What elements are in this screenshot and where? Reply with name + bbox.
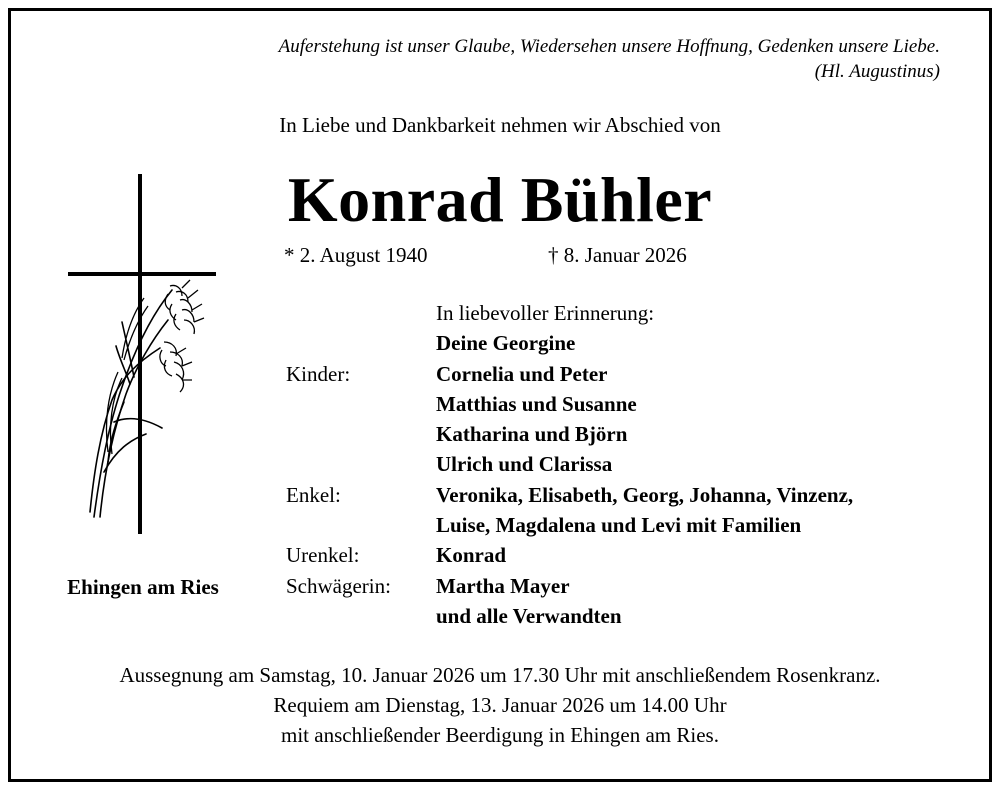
family-row-label: Schwägerin: [286, 573, 391, 598]
quote-text: Auferstehung ist unser Glaube, Wiedersehen unsere Hoffnung, Gedenken unsere Liebe. [278, 36, 940, 57]
birth-date: * 2. August 1940 [284, 243, 428, 267]
place-name: Ehingen am Ries [67, 575, 219, 599]
intro-text: In Liebe und Dankbarkeit nehmen wir Abschied von [279, 113, 721, 137]
family-row-names: Veronika, Elisabeth, Georg, Johanna, Vinzenz, [436, 482, 854, 507]
family-row-names: Konrad [436, 543, 507, 568]
epigraph-quote [80, 34, 940, 84]
service-line: mit anschließender Beerdigung in Ehingen am Ries. [281, 723, 719, 747]
family-row-names: Ulrich und Clarissa [436, 452, 613, 477]
family-row-label: Kinder: [286, 361, 351, 386]
service-info [0, 660, 1000, 750]
family-row-names: In liebevoller Erinnerung: [436, 301, 655, 325]
family-row-names: Deine Georgine [436, 331, 576, 356]
quote-attribution: (Hl. Augustinus) [814, 61, 940, 82]
family-row-names: Cornelia und Peter [436, 361, 608, 386]
death-date: † 8. Januar 2026 [548, 243, 687, 267]
family-row-names: Katharina und Björn [436, 422, 628, 447]
family-row-names: Luise, Magdalena und Levi mit Familien [436, 513, 802, 538]
family-row-names: Martha Mayer [436, 573, 570, 598]
family-row-names: und alle Verwandten [436, 603, 622, 628]
family-row-names: Matthias und Susanne [436, 391, 637, 416]
service-line: Requiem am Dienstag, 13. Januar 2026 um 14.00 Uhr [273, 693, 727, 717]
family-row-label: Urenkel: [286, 543, 360, 568]
family-row-label: Enkel: [286, 482, 341, 507]
deceased-name: Konrad Bühler [287, 164, 713, 235]
cross-with-wheat-icon [64, 172, 224, 540]
service-line: Aussegnung am Samstag, 10. Januar 2026 um 17.30 Uhr mit anschließendem Rosenkranz. [119, 663, 881, 687]
